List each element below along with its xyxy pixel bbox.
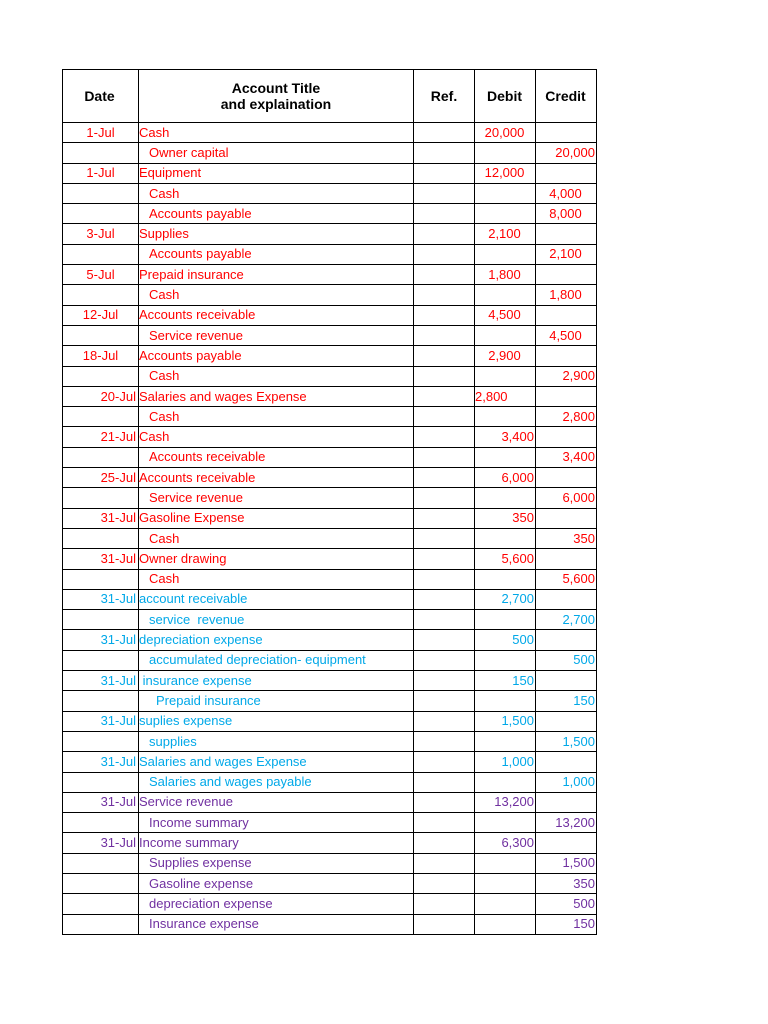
row-credit — [536, 163, 597, 183]
row-date: 21-Jul — [63, 427, 139, 447]
row-account: Service revenue — [139, 325, 414, 345]
row-debit: 4,500 — [475, 305, 536, 325]
row-ref — [414, 569, 475, 589]
row-date: 31-Jul — [63, 630, 139, 650]
row-ref — [414, 366, 475, 386]
row-date — [63, 204, 139, 224]
journal-row — [63, 569, 597, 589]
row-ref — [414, 914, 475, 934]
journal-row — [63, 610, 597, 630]
row-account: Accounts receivable — [139, 468, 414, 488]
row-date — [63, 447, 139, 467]
journal-row — [63, 305, 597, 325]
journal-row — [63, 123, 597, 143]
row-date — [63, 894, 139, 914]
header-date: Date — [63, 70, 139, 123]
row-credit: 2,700 — [536, 610, 597, 630]
journal-row — [63, 914, 597, 934]
row-date — [63, 244, 139, 264]
row-date — [63, 772, 139, 792]
journal-row — [63, 813, 597, 833]
row-account: Cash — [139, 407, 414, 427]
row-credit: 500 — [536, 894, 597, 914]
row-debit — [475, 853, 536, 873]
header-account-title-line2: and explaination — [220, 96, 332, 112]
row-date: 20-Jul — [63, 386, 139, 406]
row-account: Cash — [139, 183, 414, 203]
row-debit: 2,800 — [475, 386, 536, 406]
row-credit: 4,000 — [536, 183, 597, 203]
row-debit — [475, 204, 536, 224]
row-credit: 20,000 — [536, 143, 597, 163]
row-debit — [475, 914, 536, 934]
row-ref — [414, 752, 475, 772]
row-date: 31-Jul — [63, 508, 139, 528]
journal-row — [63, 224, 597, 244]
row-ref — [414, 650, 475, 670]
row-account: Prepaid insurance — [139, 265, 414, 285]
row-ref — [414, 325, 475, 345]
row-account: Cash — [139, 285, 414, 305]
row-account: Owner drawing — [139, 549, 414, 569]
row-ref — [414, 853, 475, 873]
row-debit: 6,000 — [475, 468, 536, 488]
journal-row — [63, 589, 597, 609]
row-ref — [414, 508, 475, 528]
row-account: Cash — [139, 123, 414, 143]
journal-row — [63, 630, 597, 650]
journal-row — [63, 244, 597, 264]
journal-row — [63, 204, 597, 224]
row-account: Prepaid insurance — [139, 691, 414, 711]
row-debit — [475, 772, 536, 792]
row-debit: 500 — [475, 630, 536, 650]
journal-row — [63, 894, 597, 914]
journal-row — [63, 792, 597, 812]
row-date — [63, 569, 139, 589]
row-date — [63, 914, 139, 934]
row-account: Supplies expense — [139, 853, 414, 873]
row-credit — [536, 386, 597, 406]
row-debit — [475, 569, 536, 589]
journal-body — [63, 123, 597, 935]
row-date — [63, 143, 139, 163]
row-ref — [414, 163, 475, 183]
row-date — [63, 813, 139, 833]
journal-row — [63, 285, 597, 305]
row-debit: 150 — [475, 671, 536, 691]
journal-row — [63, 731, 597, 751]
journal-table — [62, 69, 597, 935]
row-debit: 5,600 — [475, 549, 536, 569]
row-account: insurance expense — [139, 671, 414, 691]
row-account: Cash — [139, 427, 414, 447]
row-date: 18-Jul — [63, 346, 139, 366]
row-account: service revenue — [139, 610, 414, 630]
row-ref — [414, 671, 475, 691]
journal-row — [63, 508, 597, 528]
row-date: 5-Jul — [63, 265, 139, 285]
row-account: Accounts receivable — [139, 447, 414, 467]
row-account: Gasoline expense — [139, 873, 414, 893]
journal-row — [63, 650, 597, 670]
row-ref — [414, 630, 475, 650]
row-credit — [536, 123, 597, 143]
row-credit: 8,000 — [536, 204, 597, 224]
row-account: Accounts receivable — [139, 305, 414, 325]
row-credit — [536, 589, 597, 609]
journal-row — [63, 691, 597, 711]
row-credit: 13,200 — [536, 813, 597, 833]
journal-row — [63, 386, 597, 406]
row-debit: 3,400 — [475, 427, 536, 447]
row-credit — [536, 549, 597, 569]
row-credit: 2,800 — [536, 407, 597, 427]
row-debit — [475, 285, 536, 305]
journal-row — [63, 346, 597, 366]
header-credit: Credit — [536, 70, 597, 123]
journal-row — [63, 833, 597, 853]
row-ref — [414, 691, 475, 711]
row-account: Salaries and wages Expense — [139, 752, 414, 772]
row-account: Accounts payable — [139, 204, 414, 224]
row-debit: 2,700 — [475, 589, 536, 609]
row-ref — [414, 549, 475, 569]
row-debit — [475, 325, 536, 345]
journal-row — [63, 488, 597, 508]
header-account-title — [139, 70, 414, 123]
row-account: Salaries and wages payable — [139, 772, 414, 792]
row-account: Gasoline Expense — [139, 508, 414, 528]
journal-row — [63, 265, 597, 285]
row-debit — [475, 813, 536, 833]
row-debit — [475, 488, 536, 508]
row-account: account receivable — [139, 589, 414, 609]
row-ref — [414, 528, 475, 548]
row-ref — [414, 285, 475, 305]
journal-row — [63, 772, 597, 792]
row-ref — [414, 386, 475, 406]
journal-row — [63, 752, 597, 772]
row-debit: 2,100 — [475, 224, 536, 244]
row-date — [63, 407, 139, 427]
row-credit: 2,100 — [536, 244, 597, 264]
row-credit: 150 — [536, 691, 597, 711]
row-ref — [414, 427, 475, 447]
row-debit: 1,500 — [475, 711, 536, 731]
row-account: Accounts payable — [139, 346, 414, 366]
row-date — [63, 528, 139, 548]
row-date: 3-Jul — [63, 224, 139, 244]
row-credit: 4,500 — [536, 325, 597, 345]
row-ref — [414, 244, 475, 264]
row-account: suplies expense — [139, 711, 414, 731]
journal-row — [63, 549, 597, 569]
row-credit — [536, 792, 597, 812]
header-account-title-line1: Account Title — [231, 80, 321, 96]
row-credit — [536, 671, 597, 691]
row-ref — [414, 468, 475, 488]
row-debit: 6,300 — [475, 833, 536, 853]
journal-row — [63, 711, 597, 731]
row-credit: 1,500 — [536, 731, 597, 751]
row-debit: 2,900 — [475, 346, 536, 366]
row-ref — [414, 792, 475, 812]
journal-row — [63, 427, 597, 447]
row-debit — [475, 143, 536, 163]
row-credit: 6,000 — [536, 488, 597, 508]
journal-row — [63, 143, 597, 163]
row-account: Service revenue — [139, 488, 414, 508]
row-debit: 20,000 — [475, 123, 536, 143]
journal-row — [63, 528, 597, 548]
row-debit — [475, 731, 536, 751]
row-date: 31-Jul — [63, 589, 139, 609]
row-credit: 1,500 — [536, 853, 597, 873]
row-ref — [414, 123, 475, 143]
row-credit — [536, 305, 597, 325]
row-credit — [536, 711, 597, 731]
row-account: Income summary — [139, 833, 414, 853]
row-debit — [475, 873, 536, 893]
row-date — [63, 691, 139, 711]
row-credit — [536, 224, 597, 244]
journal-row — [63, 163, 597, 183]
row-ref — [414, 488, 475, 508]
row-account: Equipment — [139, 163, 414, 183]
row-date: 31-Jul — [63, 711, 139, 731]
row-credit: 350 — [536, 873, 597, 893]
row-date — [63, 873, 139, 893]
journal-row — [63, 325, 597, 345]
journal-row — [63, 671, 597, 691]
row-account: Cash — [139, 528, 414, 548]
row-ref — [414, 346, 475, 366]
row-debit — [475, 366, 536, 386]
row-date — [63, 488, 139, 508]
row-credit — [536, 752, 597, 772]
row-date — [63, 183, 139, 203]
row-ref — [414, 204, 475, 224]
row-ref — [414, 183, 475, 203]
row-account: Income summary — [139, 813, 414, 833]
journal-row — [63, 407, 597, 427]
row-ref — [414, 610, 475, 630]
row-ref — [414, 407, 475, 427]
row-date: 1-Jul — [63, 163, 139, 183]
row-credit — [536, 508, 597, 528]
row-account: Service revenue — [139, 792, 414, 812]
row-credit: 500 — [536, 650, 597, 670]
row-debit — [475, 691, 536, 711]
row-debit — [475, 183, 536, 203]
row-debit: 1,000 — [475, 752, 536, 772]
row-ref — [414, 873, 475, 893]
row-date — [63, 325, 139, 345]
row-credit — [536, 833, 597, 853]
row-credit: 350 — [536, 528, 597, 548]
row-credit: 3,400 — [536, 447, 597, 467]
row-account: Supplies — [139, 224, 414, 244]
row-debit — [475, 610, 536, 630]
header-ref: Ref. — [414, 70, 475, 123]
row-account: accumulated depreciation- equipment — [139, 650, 414, 670]
journal-row — [63, 853, 597, 873]
row-debit — [475, 407, 536, 427]
row-ref — [414, 224, 475, 244]
journal-row — [63, 468, 597, 488]
row-date — [63, 366, 139, 386]
row-credit: 150 — [536, 914, 597, 934]
row-ref — [414, 143, 475, 163]
row-credit — [536, 427, 597, 447]
row-ref — [414, 731, 475, 751]
row-account: Salaries and wages Expense — [139, 386, 414, 406]
row-account: Cash — [139, 569, 414, 589]
row-credit — [536, 468, 597, 488]
row-debit: 1,800 — [475, 265, 536, 285]
row-date: 31-Jul — [63, 549, 139, 569]
row-date: 1-Jul — [63, 123, 139, 143]
row-account: Insurance expense — [139, 914, 414, 934]
row-account: Accounts payable — [139, 244, 414, 264]
row-date: 12-Jul — [63, 305, 139, 325]
row-date: 31-Jul — [63, 792, 139, 812]
row-account: depreciation expense — [139, 894, 414, 914]
row-debit: 350 — [475, 508, 536, 528]
row-ref — [414, 589, 475, 609]
row-date — [63, 285, 139, 305]
row-debit — [475, 894, 536, 914]
row-date — [63, 731, 139, 751]
row-ref — [414, 813, 475, 833]
row-credit: 2,900 — [536, 366, 597, 386]
row-date: 31-Jul — [63, 752, 139, 772]
row-debit — [475, 650, 536, 670]
journal-row — [63, 366, 597, 386]
journal-row — [63, 873, 597, 893]
row-credit — [536, 346, 597, 366]
row-credit — [536, 265, 597, 285]
header-row — [63, 70, 597, 123]
journal-row — [63, 183, 597, 203]
row-account: depreciation expense — [139, 630, 414, 650]
row-debit — [475, 447, 536, 467]
row-debit: 12,000 — [475, 163, 536, 183]
row-ref — [414, 265, 475, 285]
row-debit: 13,200 — [475, 792, 536, 812]
row-ref — [414, 305, 475, 325]
journal-row — [63, 447, 597, 467]
row-ref — [414, 894, 475, 914]
row-credit — [536, 630, 597, 650]
row-debit — [475, 244, 536, 264]
header-debit: Debit — [475, 70, 536, 123]
row-ref — [414, 833, 475, 853]
row-account: supplies — [139, 731, 414, 751]
row-date — [63, 610, 139, 630]
row-account: Cash — [139, 366, 414, 386]
row-account: Owner capital — [139, 143, 414, 163]
row-debit — [475, 528, 536, 548]
row-credit: 1,000 — [536, 772, 597, 792]
row-ref — [414, 772, 475, 792]
row-date: 25-Jul — [63, 468, 139, 488]
row-credit: 5,600 — [536, 569, 597, 589]
row-date: 31-Jul — [63, 833, 139, 853]
row-ref — [414, 711, 475, 731]
row-credit: 1,800 — [536, 285, 597, 305]
row-date: 31-Jul — [63, 671, 139, 691]
row-date — [63, 650, 139, 670]
row-date — [63, 853, 139, 873]
row-ref — [414, 447, 475, 467]
